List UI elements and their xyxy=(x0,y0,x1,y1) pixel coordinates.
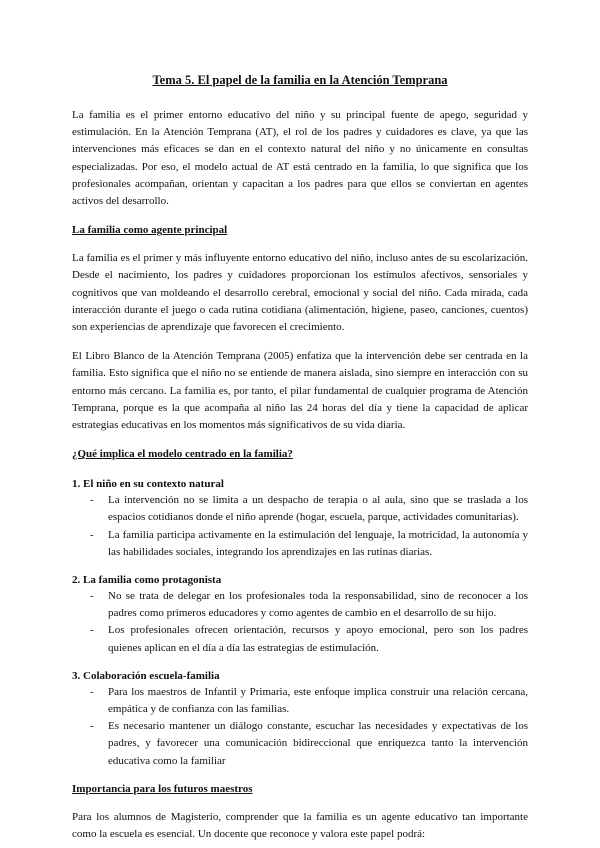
dash-marker: - xyxy=(90,528,94,541)
list-item-text: La familia participa activamente en la estimulación del lenguaje, la motricidad, la autonomía y las habilidades sociales, integrando los aprendizajes en las rutinas diarias. xyxy=(108,528,528,558)
list-item xyxy=(72,527,528,561)
list-contexto-natural xyxy=(72,492,528,561)
dash-marker: - xyxy=(90,494,94,507)
list-item-text: No se trata de delegar en los profesionales toda la responsabilidad, sino de reconocer a los padres como primeros educadores y como agentes de cambio en el desarrollo de su hijo. xyxy=(108,590,528,620)
dash-marker: - xyxy=(90,685,94,698)
section-heading-futuros-maestros: Importancia para los futuros maestros xyxy=(72,782,253,795)
list-colaboracion xyxy=(72,684,528,770)
dash-marker: - xyxy=(90,590,94,603)
list-item-text: Para los maestros de Infantil y Primaria, este enfoque implica construir una relación cercana, empática y de confianza con las familias. xyxy=(108,685,528,716)
dash-marker: - xyxy=(90,624,94,637)
list-item xyxy=(72,684,528,718)
list-item xyxy=(72,718,528,770)
intro-paragraph: La familia es el primer entorno educativo del niño y su principal fuente de apego, seguridad y estimulación. En la Atención Temprana (AT), el rol de los padres y cuidadores es clave, ya que las intervenciones más eficaces se dan en el contexto natural del niño y no únicamente en consultas especializadas. Por eso, el modelo actual de AT está centrado en la familia, lo que significa que los profesionales acompañan, orientan y capacitan a los padres para que ellos se conviertan en agentes activos del desarrollo. xyxy=(72,109,528,208)
document-title: Tema 5. El papel de la familia en la Atención Temprana xyxy=(152,73,448,87)
paragraph-futuros-maestros: Para los alumnos de Magisterio, comprender que la familia es un agente educativo tan importante como la escuela es esencial. Un docente que reconoce y valora este papel podrá: xyxy=(72,810,528,841)
section-heading-modelo-centrado: ¿Qué implica el modelo centrado en la familia? xyxy=(72,448,293,461)
list-item xyxy=(72,622,528,656)
subheading-colaboracion: 3. Colaboración escuela-familia xyxy=(72,669,220,682)
list-item xyxy=(72,492,528,526)
list-item-text: La intervención no se limita a un despacho de terapia o al aula, sino que se traslada a los espacios cotidianos donde el niño aprende (hogar, escuela, parque, actividades comunitarias). xyxy=(108,494,528,524)
list-item-text: Es necesario mantener un diálogo constante, escuchar las necesidades y expectativas de los padres, y favorecer una comunicación bidireccional que enriquezca tanto la intervención educativa como la familiar xyxy=(108,720,528,767)
list-familia-protagonista xyxy=(72,588,528,657)
list-item-text: Los profesionales ofrecen orientación, recursos y apoyo emocional, pero son los padres quienes aplican en el día a día las estrategias de estimulación. xyxy=(108,624,528,654)
dash-marker: - xyxy=(90,720,94,733)
subheading-contexto-natural: 1. El niño en su contexto natural xyxy=(72,478,224,491)
paragraph-libro-blanco: El Libro Blanco de la Atención Temprana (2005) enfatiza que la intervención debe ser centrada en la familia. Esto significa que el niño no se entiende de manera aislada, sino siempre en interacción con su entorno más cercano. La familia es, por tanto, el pilar fundamental de cualquier programa de Atención Temprana, porque es la que acompaña al niño las 24 horas del día y tiene la capacidad de aplicar estrategias educativas en los momentos más significativos de su vida diaria. xyxy=(72,350,528,432)
subheading-familia-protagonista: 2. La familia como protagonista xyxy=(72,574,222,587)
section-heading-familia-agente: La familia como agente principal xyxy=(72,224,228,237)
list-item xyxy=(72,588,528,622)
paragraph-familia-agente-1: La familia es el primer y más influyente entorno educativo del niño, incluso antes de su escolarización. Desde el nacimiento, los padres y cuidadores proporcionan los estímulos afectivos, sensoriales y cognitivos que van moldeando el desarrollo cerebral, emocional y social del niño. Cada mirada, cada interacción durante el juego o cada rutina cotidiana (alimentación, higiene, paseo, canciones, cuentos) son experiencias de aprendizaje que favorecen el crecimiento. xyxy=(72,252,528,334)
